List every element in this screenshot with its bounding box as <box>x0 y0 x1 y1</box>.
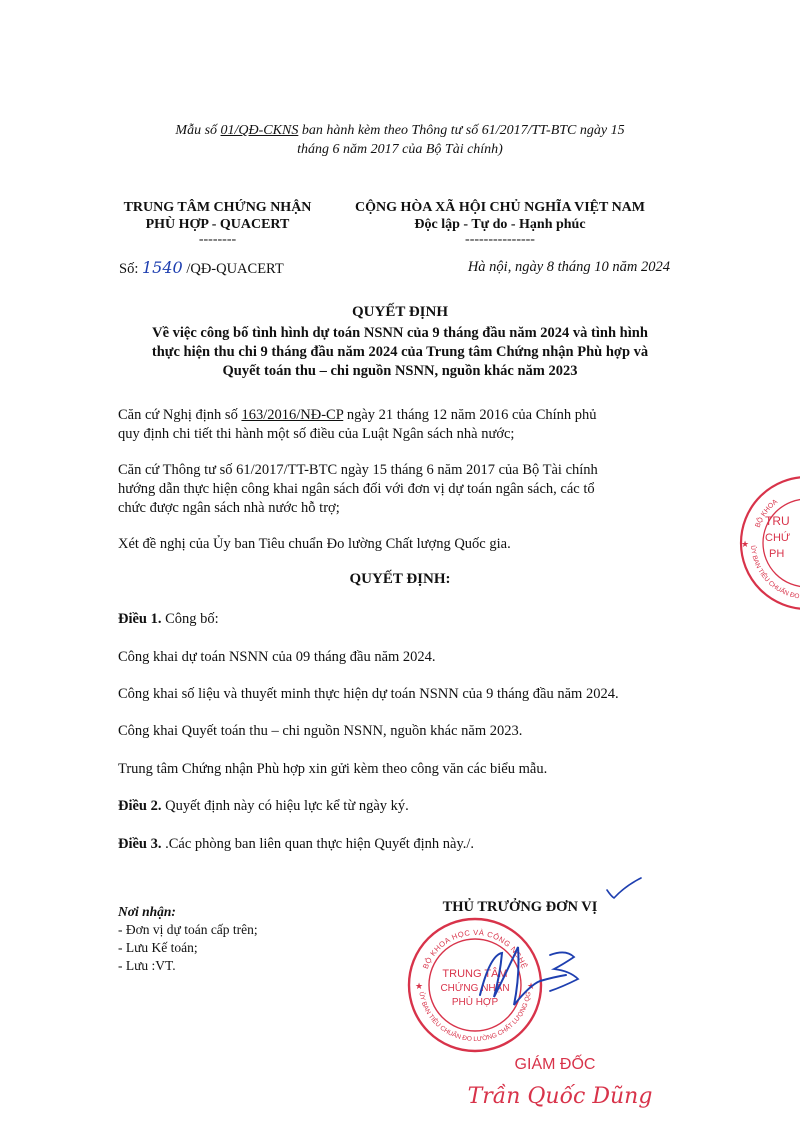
article-3-label: Điều 3. <box>118 836 162 852</box>
article-item: Công khai số liệu và thuyết minh thực hiện dự toán NSNN của 9 tháng đầu năm 2024. <box>118 686 619 702</box>
edge-stamp <box>735 473 800 613</box>
subject-line: Quyết toán thu – chi nguồn NSNN, nguồn khác năm 2023 <box>222 363 578 379</box>
basis-text: ngày 21 tháng 12 năm 2016 của Chính phủ <box>343 407 597 423</box>
doc-number-label: Số: <box>119 261 142 277</box>
edge-stamp-line: CHỨ <box>765 532 791 544</box>
signer-position: GIÁM ĐỐC <box>514 1056 596 1073</box>
decision-heading: QUYẾT ĐỊNH: <box>349 571 451 587</box>
article-item: Công khai dự toán NSNN của 09 tháng đầu năm 2024. <box>118 649 436 665</box>
svg-text:★: ★ <box>527 981 536 991</box>
edge-stamp-ring-top: BỘ KHOA <box>754 498 780 529</box>
stamp-ring-top: BỘ KHOA HỌC VÀ CÔNG NGHỆ <box>420 927 530 971</box>
decree-link[interactable]: 163/2016/NĐ-CP <box>241 407 344 423</box>
signature-authority: THỦ TRƯỞNG ĐƠN VỊ <box>442 899 598 915</box>
article-3 <box>118 835 678 854</box>
nation-motto: Độc lập - Tự do - Hạnh phúc <box>414 217 586 232</box>
stamp-center-line: PHÙ HỢP <box>451 997 499 1008</box>
basis-paragraph-3: Xét đề nghị của Ủy ban Tiêu chuẩn Đo lường Chất lượng Quốc gia. <box>118 536 511 552</box>
recipient-item: - Lưu :VT. <box>118 958 176 973</box>
article-2-label: Điều 2. <box>118 798 162 814</box>
recipients-block <box>118 903 358 975</box>
signature-scribble-icon <box>470 935 590 1025</box>
stamp-center-line: CHỨNG NHẬN <box>440 983 510 994</box>
recipient-item: - Lưu Kế toán; <box>118 940 198 955</box>
signer-name: Trần Quốc Dũng <box>467 1084 653 1109</box>
article-1-text: Công bố: <box>161 611 219 627</box>
basis-paragraph-1 <box>118 406 698 444</box>
subject-line: Về việc công bố tình hình dự toán NSNN của 9 tháng đầu năm 2024 và tình hình <box>152 325 648 341</box>
svg-text:★: ★ <box>741 539 750 549</box>
document-subject <box>110 324 690 381</box>
stamp-ring-bottom: ỦY BAN TIÊU CHUẨN ĐO LƯỜNG CHẤT LƯỢNG QG <box>417 991 533 1044</box>
recipients-label: Nơi nhận: <box>118 904 176 919</box>
svg-text:★: ★ <box>415 981 424 991</box>
article-item: Công khai Quyết toán thu – chi nguồn NSNN, nguồn khác năm 2023. <box>118 723 523 739</box>
organization-line1: TRUNG TÂM CHỨNG NHẬN <box>123 200 312 215</box>
document-number <box>119 258 379 279</box>
template-note-suffix: ban hành kèm theo Thông tư số 61/2017/TT-BTC ngày 15 <box>298 123 625 138</box>
nation-rule: --------------- <box>465 232 535 247</box>
template-note-line2: tháng 6 năm 2017 của Bộ Tài chính) <box>297 142 503 157</box>
document-title: QUYẾT ĐỊNH <box>352 304 448 320</box>
stamp-center-line: TRUNG TÂM <box>442 968 508 980</box>
basis-text: hướng dẫn thực hiện công khai ngân sách đối với đơn vị dự toán ngân sách, các tổ <box>118 481 595 497</box>
handwritten-check-icon <box>605 876 645 900</box>
edge-stamp-line: TRU <box>765 514 790 528</box>
form-code-link[interactable]: 01/QĐ-CKNS <box>220 123 299 138</box>
article-1-label: Điều 1. <box>118 611 162 627</box>
article-2-text: Quyết định này có hiệu lực kể từ ngày ký. <box>161 798 409 814</box>
article-item: Trung tâm Chứng nhận Phù hợp xin gửi kèm theo công văn các biểu mẫu. <box>118 761 548 777</box>
organization-header <box>110 199 325 247</box>
template-note-prefix: Mẫu số <box>175 123 221 138</box>
national-header <box>340 199 660 247</box>
subject-line: thực hiện thu chi 9 tháng đầu năm 2024 của Trung tâm Chứng nhận Phù hợp và <box>151 344 649 360</box>
edge-stamp-ring-bottom: ỦY BAN TIÊU CHUẨN ĐO <box>749 545 800 601</box>
basis-text: quy định chi tiết thi hành một số điều của Luật Ngân sách nhà nước; <box>118 426 515 442</box>
organization-line2: PHÙ HỢP - QUACERT <box>145 217 290 232</box>
article-3-text: .Các phòng ban liên quan thực hiện Quyết định này./. <box>161 836 475 852</box>
basis-text: Căn cứ Nghị định số <box>118 407 242 423</box>
article-2 <box>118 797 678 816</box>
basis-text: Căn cứ Thông tư số 61/2017/TT-BTC ngày 15 tháng 6 năm 2017 của Bộ Tài chính <box>118 462 598 478</box>
organization-rule: -------- <box>198 232 237 247</box>
recipient-item: - Đơn vị dự toán cấp trên; <box>118 922 258 937</box>
edge-stamp-line: PH <box>769 548 785 560</box>
basis-paragraph-2 <box>118 461 708 518</box>
basis-text: chức được ngân sách nhà nước hỗ trợ; <box>118 500 340 516</box>
template-note <box>120 121 680 159</box>
date-place: Hà nội, ngày 8 tháng 10 năm 2024 <box>467 259 670 275</box>
nation-line1: CỘNG HÒA XÃ HỘI CHỦ NGHĨA VIỆT NAM <box>354 200 645 215</box>
handwritten-number: 1540 <box>141 258 183 277</box>
article-1 <box>118 610 678 629</box>
doc-number-suffix: /QĐ-QUACERT <box>182 261 284 277</box>
